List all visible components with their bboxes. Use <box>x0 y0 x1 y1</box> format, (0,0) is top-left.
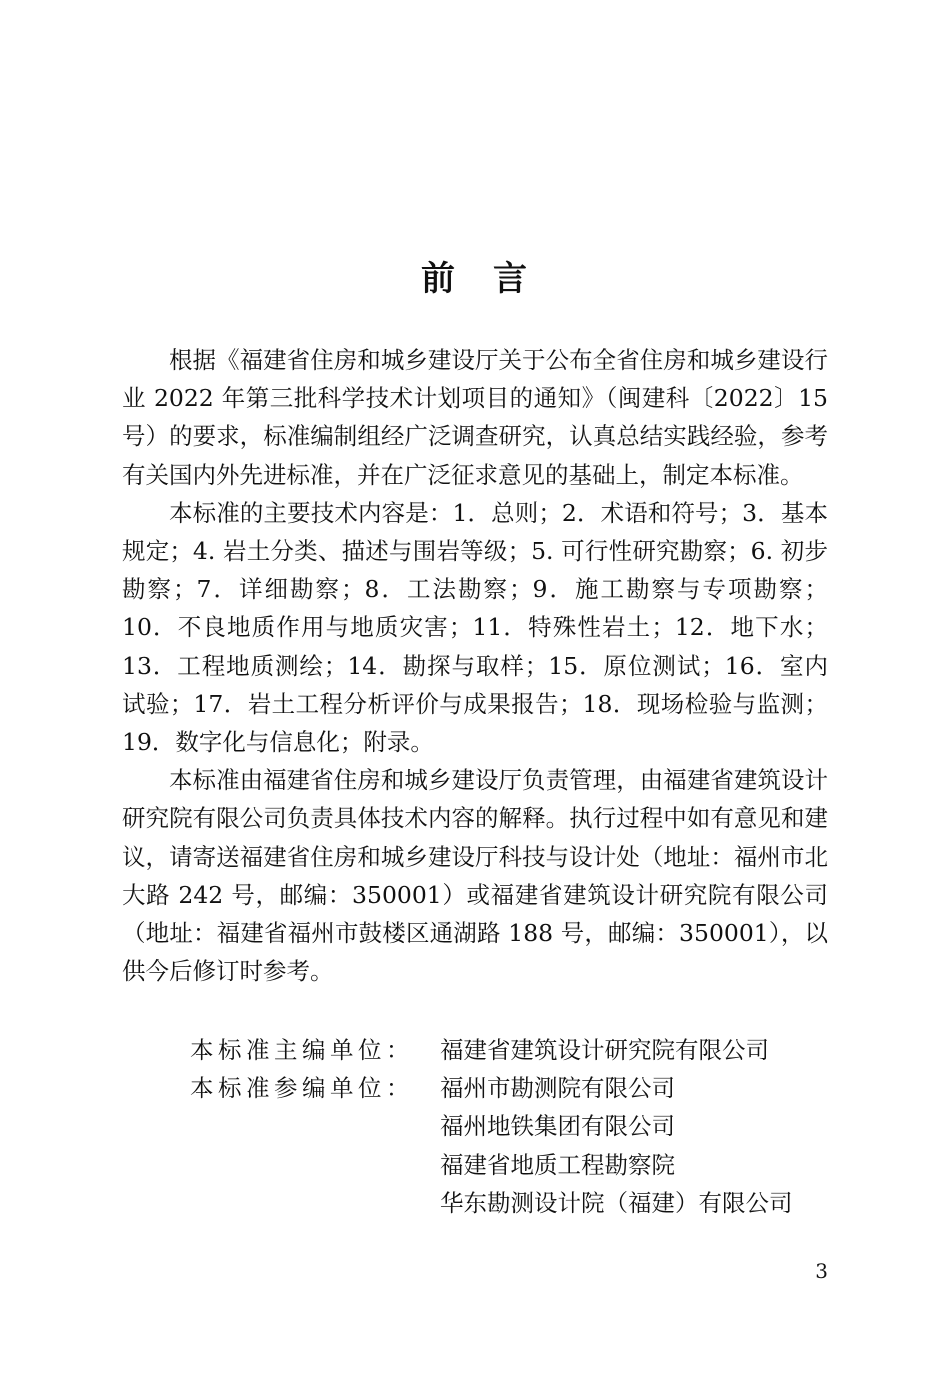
preface-body <box>122 341 828 990</box>
participating-unit-list <box>440 1069 793 1222</box>
page-title: 前 言 <box>421 259 529 299</box>
participating-unit-name: 福建省地质工程勘察院 <box>440 1150 675 1179</box>
participating-unit-name: 福州市勘测院有限公司 <box>440 1074 675 1103</box>
participating-unit-label: 本标准参编单位： <box>190 1074 414 1103</box>
paragraph-contents: 本标准的主要技术内容是：1．总则；2．术语和符号；3．基本规定；4. 岩土分类、描述与围岩等级；5. 可行性研究勘察；6. 初步勘察；7．详细勘察；8．工法勘察；9．施工勘察与专项勘察；10．不良地质作用与地质灾害；11．特殊性岩土；12．地下水；13．工程地质测绘；14．勘探与取样；15．原位测试；16．室内试验；17．岩土工程分析评价与成果报告；18．现场检验与监测；19．数字化与信息化；附录。 <box>122 498 828 757</box>
chief-unit-row <box>190 1031 830 1069</box>
page-number: 3 <box>815 1259 828 1283</box>
paragraph-basis: 根据《福建省住房和城乡建设厅关于公布全省住房和城乡建设行业 2022 年第三批科学技术计划项目的通知》（闽建科〔2022〕15 号）的要求，标准编制组经广泛调查研究，认真总结实践经验，参考有关国内外先进标准，并在广泛征求意见的基础上，制定本标准。 <box>122 346 828 489</box>
chief-unit-name: 福建省建筑设计研究院有限公司 <box>440 1036 769 1064</box>
participating-unit-row <box>190 1069 830 1222</box>
drafting-units <box>190 1031 830 1222</box>
participating-unit-name: 福州地铁集团有限公司 <box>440 1112 675 1141</box>
chief-unit-label: 本标准主编单位： <box>190 1036 414 1064</box>
participating-unit-name: 华东勘测设计院（福建）有限公司 <box>440 1188 793 1217</box>
chief-unit-list <box>440 1031 769 1069</box>
paragraph-management: 本标准由福建省住房和城乡建设厅负责管理，由福建省建筑设计研究院有限公司负责具体技术内容的解释。执行过程中如有意见和建议，请寄送福建省住房和城乡建设厅科技与设计处（地址：福州市北大路 242 号，邮编：350001）或福建省建筑设计研究院有限公司（地址：福建省福州市鼓楼区通湖路 188 号，邮编：350001），以供今后修订时参考。 <box>122 766 828 986</box>
